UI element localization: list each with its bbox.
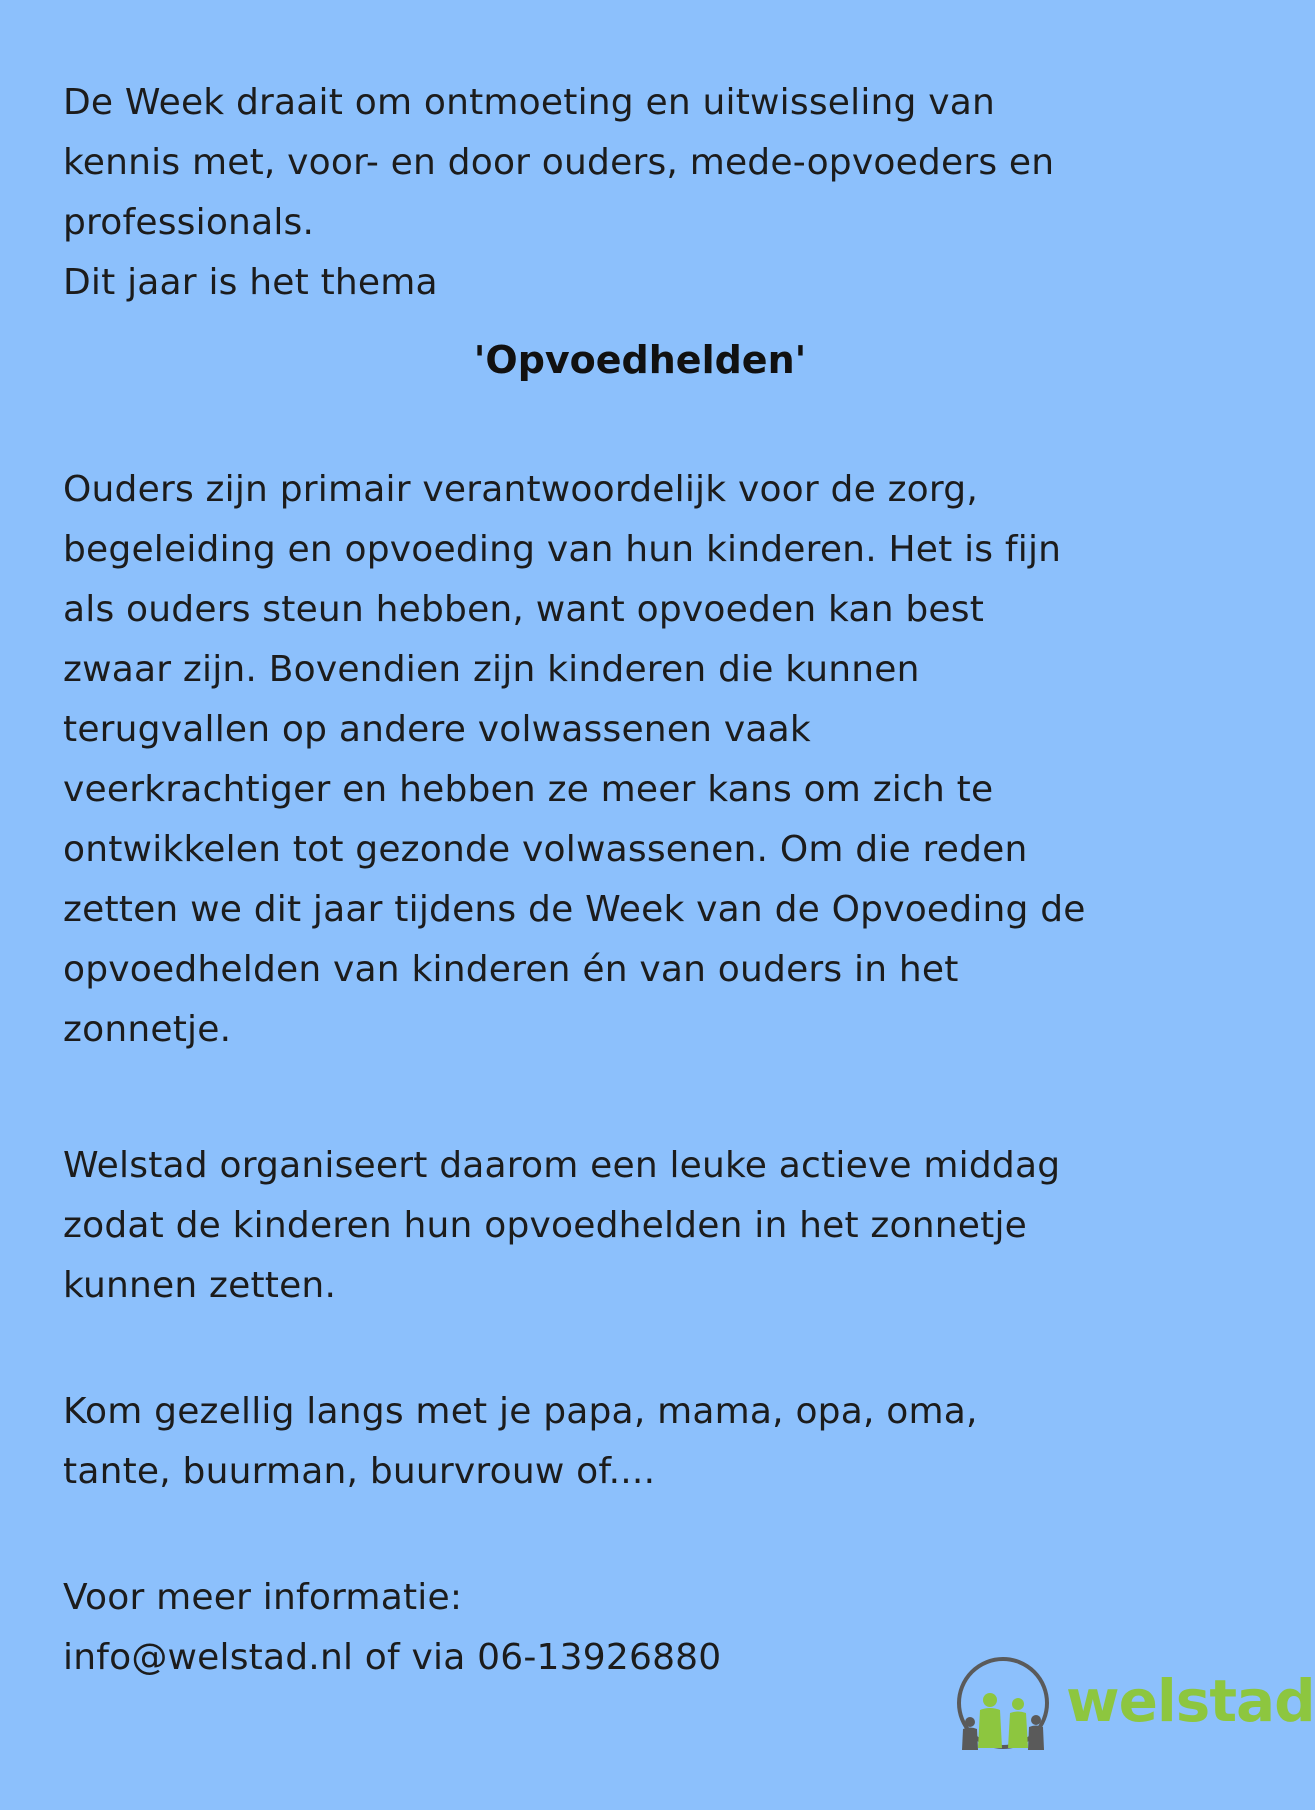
- paragraph-line: Kom gezellig langs met je papa, mama, opa, oma,: [63, 1391, 978, 1432]
- paragraph-line: zwaar zijn. Bovendien zijn kinderen die kunnen: [63, 649, 920, 690]
- intro-line: De Week draait om ontmoeting en uitwisseling van: [63, 82, 996, 123]
- paragraph-invitation: [63, 1382, 1243, 1502]
- paragraph-line: zodat de kinderen hun opvoedhelden in het zonnetje: [63, 1205, 1027, 1246]
- logo-wordmark: welstad: [1066, 1667, 1315, 1735]
- paragraph-line: Ouders zijn primair verantwoordelijk voor de zorg,: [63, 469, 978, 510]
- paragraph-line: opvoedhelden van kinderen én van ouders in het: [63, 949, 959, 990]
- paragraph-line: zonnetje.: [63, 1009, 232, 1050]
- theme-title: 'Opvoedhelden': [473, 338, 807, 382]
- intro-line: professionals.: [63, 202, 315, 243]
- family-figures-dark: [962, 1715, 1044, 1750]
- paragraph-activity: [63, 1136, 1243, 1316]
- paragraph-line: Welstad organiseert daarom een leuke actieve middag: [63, 1145, 1061, 1186]
- paragraph-line: ontwikkelen tot gezonde volwassenen. Om die reden: [63, 829, 1028, 870]
- paragraph-line: zetten we dit jaar tijdens de Week van de Opvoeding de: [63, 889, 1086, 930]
- welstad-logo: [948, 1648, 1315, 1768]
- paragraph-line: als ouders steun hebben, want opvoeden kan best: [63, 589, 985, 630]
- intro-line: Dit jaar is het thema: [63, 262, 438, 303]
- contact-heading: Voor meer informatie:: [63, 1577, 463, 1618]
- paragraph-line: veerkrachtiger en hebben ze meer kans om zich te: [63, 769, 994, 810]
- family-circle-icon: [948, 1648, 1058, 1768]
- intro-text: [63, 73, 1243, 313]
- paragraph-line: begeleiding en opvoeding van hun kinderen. Het is fijn: [63, 529, 1062, 570]
- contact-details: info@welstad.nl of via 06-13926880: [63, 1637, 722, 1678]
- intro-line: kennis met, voor- en door ouders, mede-opvoeders en: [63, 142, 1055, 183]
- paragraph-line: terugvallen op andere volwassenen vaak: [63, 709, 811, 750]
- paragraph-line: tante, buurman, buurvrouw of....: [63, 1451, 656, 1492]
- paragraph-line: kunnen zetten.: [63, 1265, 337, 1306]
- family-figures: [978, 1693, 1028, 1748]
- paragraph-responsibility: [63, 460, 1243, 1060]
